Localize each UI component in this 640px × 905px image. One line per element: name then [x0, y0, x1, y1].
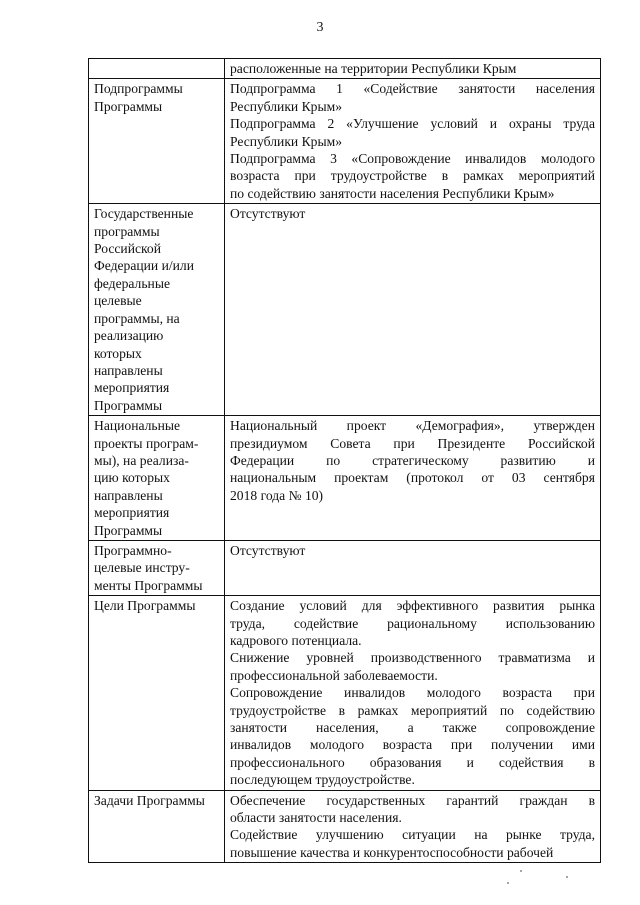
content-paragraph: [230, 792, 595, 827]
row-content-cell: [225, 204, 601, 416]
row-label-line: направлены: [94, 362, 163, 378]
row-content-cell: [225, 59, 601, 79]
row-label-cell: [89, 540, 225, 595]
content-line: занятости населения, а также сопровождение: [230, 720, 595, 736]
row-content-cell: [225, 79, 601, 204]
row-label-cell: [89, 79, 225, 204]
row-label-line: Федерации и/или: [94, 258, 194, 274]
row-label-line: мероприятия: [94, 380, 170, 396]
row-label-line: мы), на реализа-: [94, 452, 189, 468]
content-line: Содействие улучшению ситуации на рынке труда,: [230, 827, 595, 843]
content-paragraph: [230, 205, 595, 222]
content-line: области занятости населения.: [230, 810, 402, 826]
row-label-line: Задачи Программы: [94, 792, 205, 808]
table-row: [89, 204, 601, 416]
content-line: Отсутствуют: [230, 542, 306, 558]
row-label-line: федеральные: [94, 275, 170, 291]
row-label-line: проекты програм-: [94, 435, 199, 451]
content-line: профессионального образования и содействия в: [230, 754, 595, 770]
row-label-cell: [89, 790, 225, 863]
row-label-line: Программы: [94, 98, 163, 114]
row-label-cell: [89, 596, 225, 790]
content-line: последующем трудоустройстве.: [230, 772, 415, 788]
row-label-line: целевые инстру-: [94, 560, 190, 576]
table-row: [89, 416, 601, 541]
table-row: [89, 790, 601, 863]
table-row: [89, 59, 601, 79]
content-line: национальным проектам (протокол от 03 сентября: [230, 470, 595, 486]
row-label-line: Программы: [94, 397, 163, 413]
row-label-line: реализацию: [94, 328, 164, 344]
content-paragraph: [230, 60, 595, 77]
content-paragraph: [230, 649, 595, 684]
content-line: Создание условий для эффективного развития рынка: [230, 598, 595, 614]
content-line: Снижение уровней производственного травматизма и: [230, 650, 595, 666]
row-content-cell: [225, 416, 601, 541]
content-line: возраста при трудоустройстве в рамках мероприятий: [230, 168, 595, 184]
content-line: Обеспечение государственных гарантий граждан в: [230, 792, 595, 808]
content-line: расположенные на территории Республики Крым: [230, 61, 517, 76]
content-paragraph: [230, 417, 595, 504]
content-line: Республики Крым»: [230, 133, 342, 149]
row-label-line: которых: [94, 345, 142, 361]
row-label-line: Российской: [94, 241, 161, 257]
content-paragraph: [230, 542, 595, 559]
scan-speck: [507, 882, 509, 884]
row-content-cell: [225, 540, 601, 595]
row-label-line: менты Программы: [94, 577, 203, 593]
content-line: инвалидов молодого возраста при получении ими: [230, 737, 595, 753]
row-label-line: направлены: [94, 487, 163, 503]
content-paragraph: [230, 597, 595, 649]
scan-speck: [566, 876, 568, 878]
content-paragraph: [230, 684, 595, 788]
content-line: труда, содействие рациональному использованию: [230, 615, 595, 631]
row-content-cell: [225, 596, 601, 790]
content-line: Национальный проект «Демография», утвержден: [230, 418, 595, 434]
row-label-line: Национальные: [94, 418, 181, 434]
table-row: [89, 596, 601, 790]
row-label-line: Цели Программы: [94, 598, 196, 614]
row-label-line: целевые: [94, 293, 142, 309]
content-line: повышение качества и конкурентоспособности рабочей: [230, 844, 554, 860]
row-label-line: мероприятия: [94, 505, 170, 521]
row-label-cell: [89, 416, 225, 541]
page-number: 3: [316, 20, 324, 35]
content-line: 2018 года № 10): [230, 487, 324, 503]
content-paragraph: [230, 826, 595, 861]
content-line: Отсутствуют: [230, 206, 306, 222]
content-line: по содействию занятости населения Республики Крым»: [230, 185, 555, 201]
passport-table: [88, 58, 601, 863]
row-label-line: цию которых: [94, 470, 170, 486]
content-line: Республики Крым»: [230, 98, 342, 114]
content-paragraph: [230, 80, 595, 115]
table-row: [89, 540, 601, 595]
content-paragraph: [230, 115, 595, 150]
row-label-cell: [89, 59, 225, 79]
content-line: Федерации по стратегическому развитию и: [230, 452, 595, 468]
row-label-line: программы: [94, 223, 160, 239]
content-line: кадрового потенциала.: [230, 633, 362, 648]
row-label-line: Подпрограммы: [94, 81, 183, 97]
scan-speck: [520, 870, 522, 872]
table-row: [89, 79, 601, 204]
content-line: профессиональной заболеваемости.: [230, 667, 438, 683]
row-label-line: Государственные: [94, 206, 194, 222]
row-label-cell: [89, 204, 225, 416]
content-line: Подпрограмма 2 «Улучшение условий и охраны труда: [230, 116, 595, 132]
row-label-line: Программно-: [94, 542, 172, 558]
content-line: Сопровождение инвалидов молодого возраста при: [230, 685, 595, 701]
row-label-line: программы, на: [94, 310, 180, 326]
row-label-line: Программы: [94, 522, 163, 538]
content-line: трудоустройстве в рамках мероприятий по содействию: [230, 702, 595, 718]
content-line: президиумом Совета при Президенте Российской: [230, 435, 595, 451]
content-line: Подпрограмма 1 «Содействие занятости населения: [230, 81, 595, 97]
content-line: Подпрограмма 3 «Сопровождение инвалидов молодого: [230, 151, 595, 167]
row-content-cell: [225, 790, 601, 863]
content-paragraph: [230, 150, 595, 202]
